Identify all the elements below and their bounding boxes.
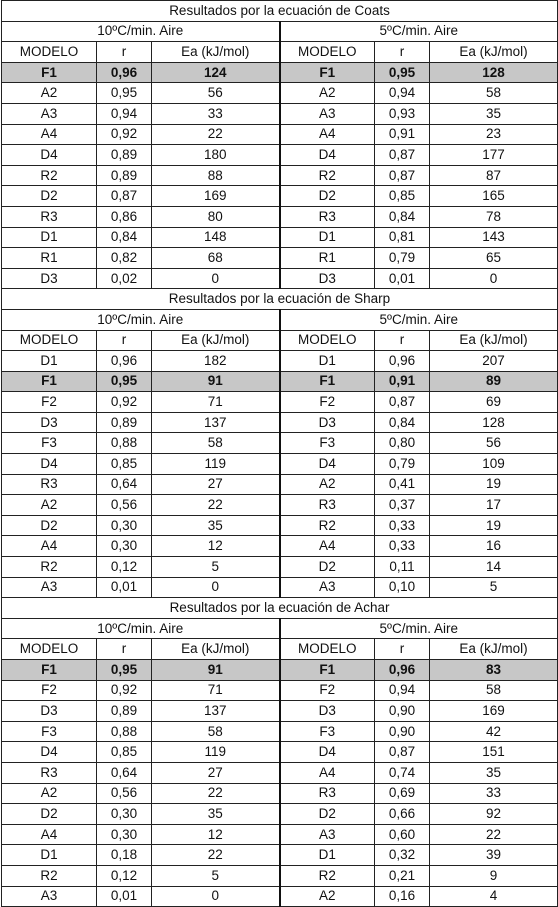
ea-cell: 128 <box>430 62 558 83</box>
ea-cell: 33 <box>430 783 558 804</box>
r-cell: 0,79 <box>375 248 430 269</box>
model-cell: F3 <box>280 721 375 742</box>
model-cell: D2 <box>2 515 97 536</box>
r-cell: 0,87 <box>375 392 430 413</box>
condition-10c-label: 10ºC/min. Aire <box>2 618 280 639</box>
ea-cell: 23 <box>430 124 558 145</box>
ea-cell: 19 <box>430 474 558 495</box>
ea-cell: 69 <box>430 392 558 413</box>
ea-cell: 207 <box>430 351 558 372</box>
r-cell: 0,30 <box>97 536 152 557</box>
ea-cell: 0 <box>152 577 280 598</box>
model-cell: D2 <box>2 186 97 207</box>
r-cell: 0,95 <box>375 62 430 83</box>
table-row <box>2 268 558 289</box>
ea-cell: 58 <box>430 680 558 701</box>
r-cell: 0,21 <box>375 865 430 886</box>
table-row <box>2 804 558 825</box>
model-cell: A3 <box>2 103 97 124</box>
r-cell: 0,85 <box>97 454 152 475</box>
model-cell: D3 <box>2 268 97 289</box>
header-ea: Ea (kJ/mol) <box>152 330 280 351</box>
header-r: r <box>375 42 430 63</box>
model-cell: R3 <box>280 206 375 227</box>
r-cell: 0,41 <box>375 474 430 495</box>
r-cell: 0,85 <box>97 742 152 763</box>
ea-cell: 87 <box>430 165 558 186</box>
r-cell: 0,89 <box>97 412 152 433</box>
model-cell: F2 <box>280 680 375 701</box>
ea-cell: 109 <box>430 454 558 475</box>
r-cell: 0,37 <box>375 495 430 516</box>
table-row <box>2 865 558 886</box>
r-cell: 0,93 <box>375 103 430 124</box>
model-cell: D2 <box>280 804 375 825</box>
ea-cell: 92 <box>430 804 558 825</box>
model-cell: A4 <box>280 536 375 557</box>
r-cell: 0,12 <box>97 557 152 578</box>
r-cell: 0,87 <box>375 742 430 763</box>
results-table-body <box>2 1 558 907</box>
ea-cell: 169 <box>152 186 280 207</box>
model-cell: F1 <box>280 62 375 83</box>
condition-row <box>2 618 558 639</box>
condition-5c-label: 5ºC/min. Aire <box>280 21 558 42</box>
model-cell: D3 <box>2 701 97 722</box>
r-cell: 0,87 <box>97 186 152 207</box>
r-cell: 0,91 <box>375 124 430 145</box>
column-header-row <box>2 639 558 660</box>
ea-cell: 165 <box>430 186 558 207</box>
model-cell: F2 <box>280 392 375 413</box>
r-cell: 0,94 <box>375 83 430 104</box>
table-row <box>2 783 558 804</box>
r-cell: 0,69 <box>375 783 430 804</box>
model-cell: D4 <box>2 145 97 166</box>
ea-cell: 27 <box>152 474 280 495</box>
r-cell: 0,90 <box>375 721 430 742</box>
model-cell: D4 <box>2 454 97 475</box>
model-cell: F1 <box>2 660 97 681</box>
condition-row <box>2 21 558 42</box>
model-cell: F1 <box>2 371 97 392</box>
ea-cell: 58 <box>152 721 280 742</box>
table-row <box>2 886 558 907</box>
ea-cell: 78 <box>430 206 558 227</box>
model-cell: R2 <box>280 865 375 886</box>
model-cell: R2 <box>280 515 375 536</box>
ea-cell: 0 <box>152 886 280 907</box>
model-cell: F2 <box>2 392 97 413</box>
model-cell: A3 <box>280 103 375 124</box>
r-cell: 0,56 <box>97 495 152 516</box>
model-cell: D2 <box>280 186 375 207</box>
model-cell: D3 <box>280 701 375 722</box>
ea-cell: 33 <box>152 103 280 124</box>
model-cell: R3 <box>280 783 375 804</box>
ea-cell: 5 <box>152 865 280 886</box>
table-row <box>2 536 558 557</box>
column-header-row <box>2 330 558 351</box>
ea-cell: 9 <box>430 865 558 886</box>
model-cell: R3 <box>2 206 97 227</box>
model-cell: D2 <box>280 557 375 578</box>
table-row <box>2 103 558 124</box>
model-cell: F1 <box>280 660 375 681</box>
model-cell: R1 <box>280 248 375 269</box>
model-cell: R1 <box>2 248 97 269</box>
r-cell: 0,89 <box>97 701 152 722</box>
ea-cell: 22 <box>152 124 280 145</box>
table-row <box>2 206 558 227</box>
r-cell: 0,87 <box>375 165 430 186</box>
table-row <box>2 392 558 413</box>
table-row <box>2 186 558 207</box>
model-cell: R3 <box>280 495 375 516</box>
header-ea: Ea (kJ/mol) <box>430 42 558 63</box>
ea-cell: 119 <box>152 454 280 475</box>
condition-5c-label: 5ºC/min. Aire <box>280 309 558 330</box>
model-cell: R2 <box>2 865 97 886</box>
ea-cell: 12 <box>152 824 280 845</box>
table-row <box>2 701 558 722</box>
results-document <box>1 0 557 907</box>
r-cell: 0,01 <box>97 577 152 598</box>
section-title-row <box>2 1 558 22</box>
r-cell: 0,80 <box>375 433 430 454</box>
r-cell: 0,60 <box>375 824 430 845</box>
table-row <box>2 577 558 598</box>
condition-10c-label: 10ºC/min. Aire <box>2 21 280 42</box>
r-cell: 0,89 <box>97 145 152 166</box>
model-cell: F3 <box>2 721 97 742</box>
ea-cell: 88 <box>152 165 280 186</box>
model-cell: D1 <box>280 227 375 248</box>
table-row <box>2 495 558 516</box>
r-cell: 0,92 <box>97 124 152 145</box>
r-cell: 0,32 <box>375 845 430 866</box>
ea-cell: 91 <box>152 371 280 392</box>
model-cell: D4 <box>280 742 375 763</box>
ea-cell: 143 <box>430 227 558 248</box>
model-cell: A3 <box>280 577 375 598</box>
r-cell: 0,30 <box>97 804 152 825</box>
ea-cell: 14 <box>430 557 558 578</box>
r-cell: 0,94 <box>375 680 430 701</box>
ea-cell: 58 <box>430 83 558 104</box>
model-cell: D3 <box>280 268 375 289</box>
ea-cell: 27 <box>152 762 280 783</box>
condition-5c-label: 5ºC/min. Aire <box>280 618 558 639</box>
r-cell: 0,96 <box>375 351 430 372</box>
table-row <box>2 145 558 166</box>
table-row <box>2 351 558 372</box>
ea-cell: 89 <box>430 371 558 392</box>
ea-cell: 148 <box>152 227 280 248</box>
ea-cell: 22 <box>430 824 558 845</box>
ea-cell: 71 <box>152 392 280 413</box>
ea-cell: 177 <box>430 145 558 166</box>
r-cell: 0,96 <box>375 660 430 681</box>
header-r: r <box>375 330 430 351</box>
table-row-highlighted <box>2 62 558 83</box>
r-cell: 0,10 <box>375 577 430 598</box>
r-cell: 0,84 <box>375 412 430 433</box>
ea-cell: 56 <box>152 83 280 104</box>
model-cell: D1 <box>2 227 97 248</box>
r-cell: 0,88 <box>97 433 152 454</box>
section-title: Resultados por la ecuación de Coats <box>2 1 558 22</box>
r-cell: 0,18 <box>97 845 152 866</box>
r-cell: 0,74 <box>375 762 430 783</box>
model-cell: R3 <box>2 762 97 783</box>
r-cell: 0,84 <box>97 227 152 248</box>
r-cell: 0,56 <box>97 783 152 804</box>
r-cell: 0,81 <box>375 227 430 248</box>
table-row-highlighted <box>2 371 558 392</box>
model-cell: D1 <box>2 845 97 866</box>
r-cell: 0,92 <box>97 392 152 413</box>
model-cell: A2 <box>2 495 97 516</box>
table-row <box>2 721 558 742</box>
ea-cell: 19 <box>430 515 558 536</box>
model-cell: F1 <box>280 371 375 392</box>
r-cell: 0,85 <box>375 186 430 207</box>
model-cell: A2 <box>280 474 375 495</box>
ea-cell: 22 <box>152 495 280 516</box>
model-cell: A3 <box>2 577 97 598</box>
table-row <box>2 742 558 763</box>
table-row <box>2 433 558 454</box>
model-cell: A2 <box>2 83 97 104</box>
r-cell: 0,96 <box>97 62 152 83</box>
r-cell: 0,95 <box>97 83 152 104</box>
r-cell: 0,94 <box>97 103 152 124</box>
model-cell: D1 <box>280 351 375 372</box>
ea-cell: 22 <box>152 783 280 804</box>
r-cell: 0,89 <box>97 165 152 186</box>
model-cell: R3 <box>2 474 97 495</box>
table-row <box>2 124 558 145</box>
ea-cell: 5 <box>430 577 558 598</box>
header-modelo: MODELO <box>2 330 97 351</box>
r-cell: 0,11 <box>375 557 430 578</box>
table-row <box>2 845 558 866</box>
model-cell: A3 <box>280 824 375 845</box>
r-cell: 0,33 <box>375 536 430 557</box>
model-cell: A2 <box>2 783 97 804</box>
table-row <box>2 412 558 433</box>
table-row <box>2 680 558 701</box>
ea-cell: 80 <box>152 206 280 227</box>
header-r: r <box>375 639 430 660</box>
model-cell: A2 <box>280 886 375 907</box>
header-r: r <box>97 639 152 660</box>
table-row <box>2 762 558 783</box>
ea-cell: 35 <box>430 103 558 124</box>
r-cell: 0,88 <box>97 721 152 742</box>
header-modelo: MODELO <box>280 639 375 660</box>
ea-cell: 91 <box>152 660 280 681</box>
model-cell: D4 <box>280 145 375 166</box>
ea-cell: 128 <box>430 412 558 433</box>
model-cell: A4 <box>2 124 97 145</box>
ea-cell: 22 <box>152 845 280 866</box>
r-cell: 0,87 <box>375 145 430 166</box>
ea-cell: 17 <box>430 495 558 516</box>
ea-cell: 0 <box>152 268 280 289</box>
model-cell: D3 <box>280 412 375 433</box>
model-cell: A4 <box>2 824 97 845</box>
model-cell: F3 <box>280 433 375 454</box>
table-row <box>2 557 558 578</box>
ea-cell: 56 <box>430 433 558 454</box>
ea-cell: 16 <box>430 536 558 557</box>
ea-cell: 68 <box>152 248 280 269</box>
r-cell: 0,82 <box>97 248 152 269</box>
condition-10c-label: 10ºC/min. Aire <box>2 309 280 330</box>
ea-cell: 71 <box>152 680 280 701</box>
r-cell: 0,90 <box>375 701 430 722</box>
ea-cell: 169 <box>430 701 558 722</box>
header-r: r <box>97 42 152 63</box>
ea-cell: 35 <box>152 515 280 536</box>
table-row <box>2 227 558 248</box>
model-cell: D1 <box>280 845 375 866</box>
model-cell: R2 <box>280 165 375 186</box>
header-modelo: MODELO <box>280 330 375 351</box>
r-cell: 0,95 <box>97 660 152 681</box>
ea-cell: 0 <box>430 268 558 289</box>
ea-cell: 151 <box>430 742 558 763</box>
column-header-row <box>2 42 558 63</box>
r-cell: 0,30 <box>97 515 152 536</box>
model-cell: D3 <box>2 412 97 433</box>
r-cell: 0,64 <box>97 474 152 495</box>
section-title-row <box>2 289 558 310</box>
r-cell: 0,12 <box>97 865 152 886</box>
model-cell: R2 <box>2 557 97 578</box>
ea-cell: 124 <box>152 62 280 83</box>
r-cell: 0,01 <box>375 268 430 289</box>
header-ea: Ea (kJ/mol) <box>430 639 558 660</box>
table-row <box>2 474 558 495</box>
model-cell: F1 <box>2 62 97 83</box>
r-cell: 0,66 <box>375 804 430 825</box>
r-cell: 0,91 <box>375 371 430 392</box>
ea-cell: 137 <box>152 412 280 433</box>
section-title: Resultados por la ecuación de Achar <box>2 598 558 619</box>
r-cell: 0,30 <box>97 824 152 845</box>
r-cell: 0,16 <box>375 886 430 907</box>
ea-cell: 12 <box>152 536 280 557</box>
r-cell: 0,95 <box>97 371 152 392</box>
ea-cell: 65 <box>430 248 558 269</box>
table-row <box>2 83 558 104</box>
r-cell: 0,92 <box>97 680 152 701</box>
model-cell: A4 <box>2 536 97 557</box>
ea-cell: 42 <box>430 721 558 742</box>
header-ea: Ea (kJ/mol) <box>152 639 280 660</box>
header-ea: Ea (kJ/mol) <box>430 330 558 351</box>
table-row <box>2 515 558 536</box>
table-row <box>2 824 558 845</box>
ea-cell: 182 <box>152 351 280 372</box>
model-cell: F3 <box>2 433 97 454</box>
header-modelo: MODELO <box>2 639 97 660</box>
r-cell: 0,01 <box>97 886 152 907</box>
r-cell: 0,33 <box>375 515 430 536</box>
header-modelo: MODELO <box>2 42 97 63</box>
ea-cell: 35 <box>430 762 558 783</box>
table-row-highlighted <box>2 660 558 681</box>
model-cell: R2 <box>2 165 97 186</box>
ea-cell: 137 <box>152 701 280 722</box>
table-row <box>2 248 558 269</box>
model-cell: D4 <box>2 742 97 763</box>
ea-cell: 39 <box>430 845 558 866</box>
model-cell: D1 <box>2 351 97 372</box>
section-title: Resultados por la ecuación de Sharp <box>2 289 558 310</box>
ea-cell: 4 <box>430 886 558 907</box>
model-cell: F2 <box>2 680 97 701</box>
r-cell: 0,64 <box>97 762 152 783</box>
ea-cell: 58 <box>152 433 280 454</box>
header-ea: Ea (kJ/mol) <box>152 42 280 63</box>
ea-cell: 119 <box>152 742 280 763</box>
model-cell: A3 <box>2 886 97 907</box>
r-cell: 0,96 <box>97 351 152 372</box>
section-title-row <box>2 598 558 619</box>
model-cell: A2 <box>280 83 375 104</box>
header-modelo: MODELO <box>280 42 375 63</box>
r-cell: 0,79 <box>375 454 430 475</box>
model-cell: A4 <box>280 124 375 145</box>
header-r: r <box>97 330 152 351</box>
ea-cell: 35 <box>152 804 280 825</box>
condition-row <box>2 309 558 330</box>
ea-cell: 83 <box>430 660 558 681</box>
table-row <box>2 165 558 186</box>
ea-cell: 5 <box>152 557 280 578</box>
results-table <box>1 0 558 907</box>
model-cell: A4 <box>280 762 375 783</box>
model-cell: D2 <box>2 804 97 825</box>
r-cell: 0,84 <box>375 206 430 227</box>
model-cell: D4 <box>280 454 375 475</box>
table-row <box>2 454 558 475</box>
ea-cell: 180 <box>152 145 280 166</box>
r-cell: 0,02 <box>97 268 152 289</box>
r-cell: 0,86 <box>97 206 152 227</box>
